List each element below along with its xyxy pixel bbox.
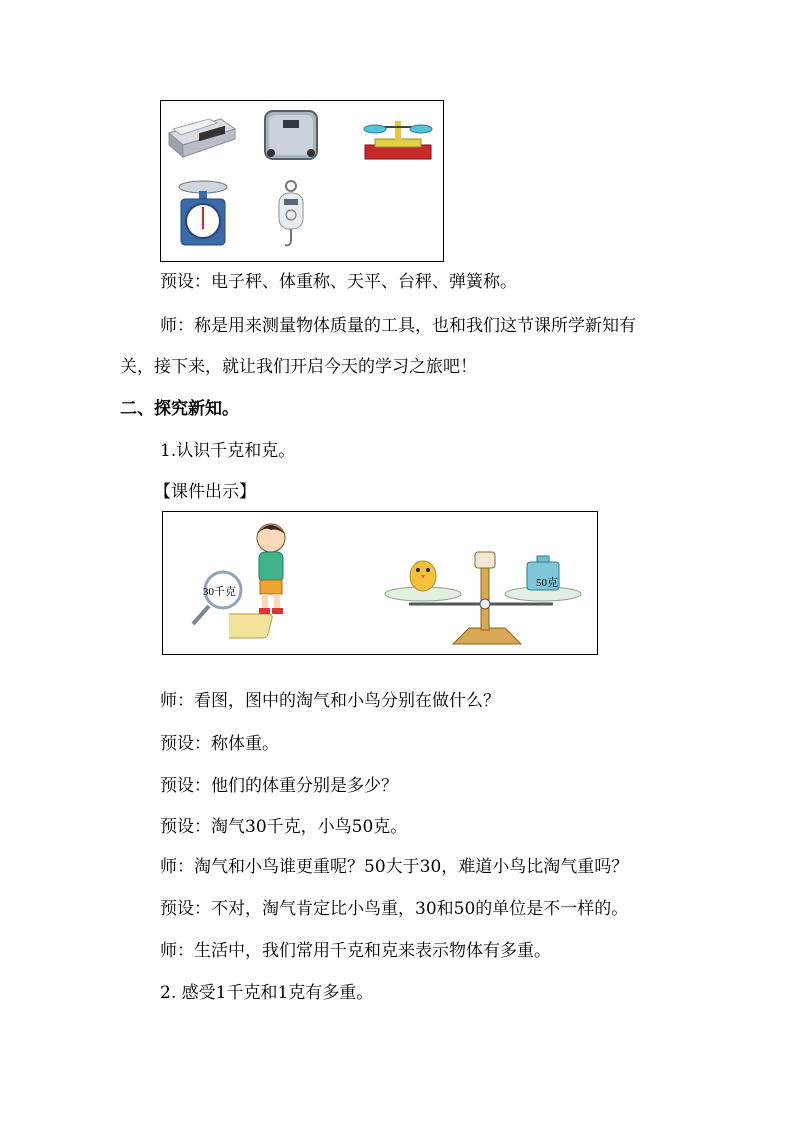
subsection-heading-2: 2. 感受1千克和1克有多重。 — [160, 983, 374, 1003]
paragraph-preset-tools: 预设：电子秤、体重称、天平、台秤、弹簧称。 — [160, 272, 517, 292]
dialogue-line-6: 预设：不对，淘气肯定比小鸟重，30和50的单位是不一样的。 — [160, 899, 629, 919]
spring-scale-icon — [271, 179, 311, 253]
balance-icon — [383, 548, 583, 648]
dialogue-line-7: 师：生活中，我们常用千克和克来表示物体有多重。 — [160, 941, 551, 961]
paragraph-teacher-intro: 师：称是用来测量物体质量的工具，也和我们这节课所学新知有 — [160, 316, 636, 336]
platform-dial-scale-icon — [175, 179, 231, 249]
courseware-label: 【课件出示】 — [154, 482, 256, 502]
bird-icon — [410, 561, 436, 591]
weight-comparison-figure — [162, 511, 598, 655]
section-heading: 二、探究新知。 — [120, 399, 239, 419]
paragraph-teacher-intro-cont: 关，接下来，就让我们开启今天的学习之旅吧！ — [120, 357, 477, 377]
boy-weight-label: 30千克 — [203, 586, 236, 598]
scales-figure — [160, 100, 444, 262]
weight-label: 50克 — [536, 577, 558, 589]
dialogue-line-5: 师：淘气和小鸟谁更重呢？50大于30，难道小鸟比淘气重吗？ — [160, 857, 629, 877]
balance-scale-icon — [361, 109, 435, 165]
dialogue-line-4: 预设：淘气30千克，小鸟50克。 — [160, 817, 408, 837]
dialogue-line-3: 预设：他们的体重分别是多少？ — [160, 776, 398, 796]
dialogue-line-2: 预设：称体重。 — [160, 734, 279, 754]
subsection-heading-1: 1.认识千克和克。 — [160, 441, 296, 461]
dialogue-line-1: 师：看图，图中的淘气和小鸟分别在做什么？ — [160, 691, 500, 711]
electronic-scale-icon — [165, 109, 237, 165]
bathroom-scale-icon — [257, 107, 325, 163]
boy-icon — [229, 518, 309, 646]
